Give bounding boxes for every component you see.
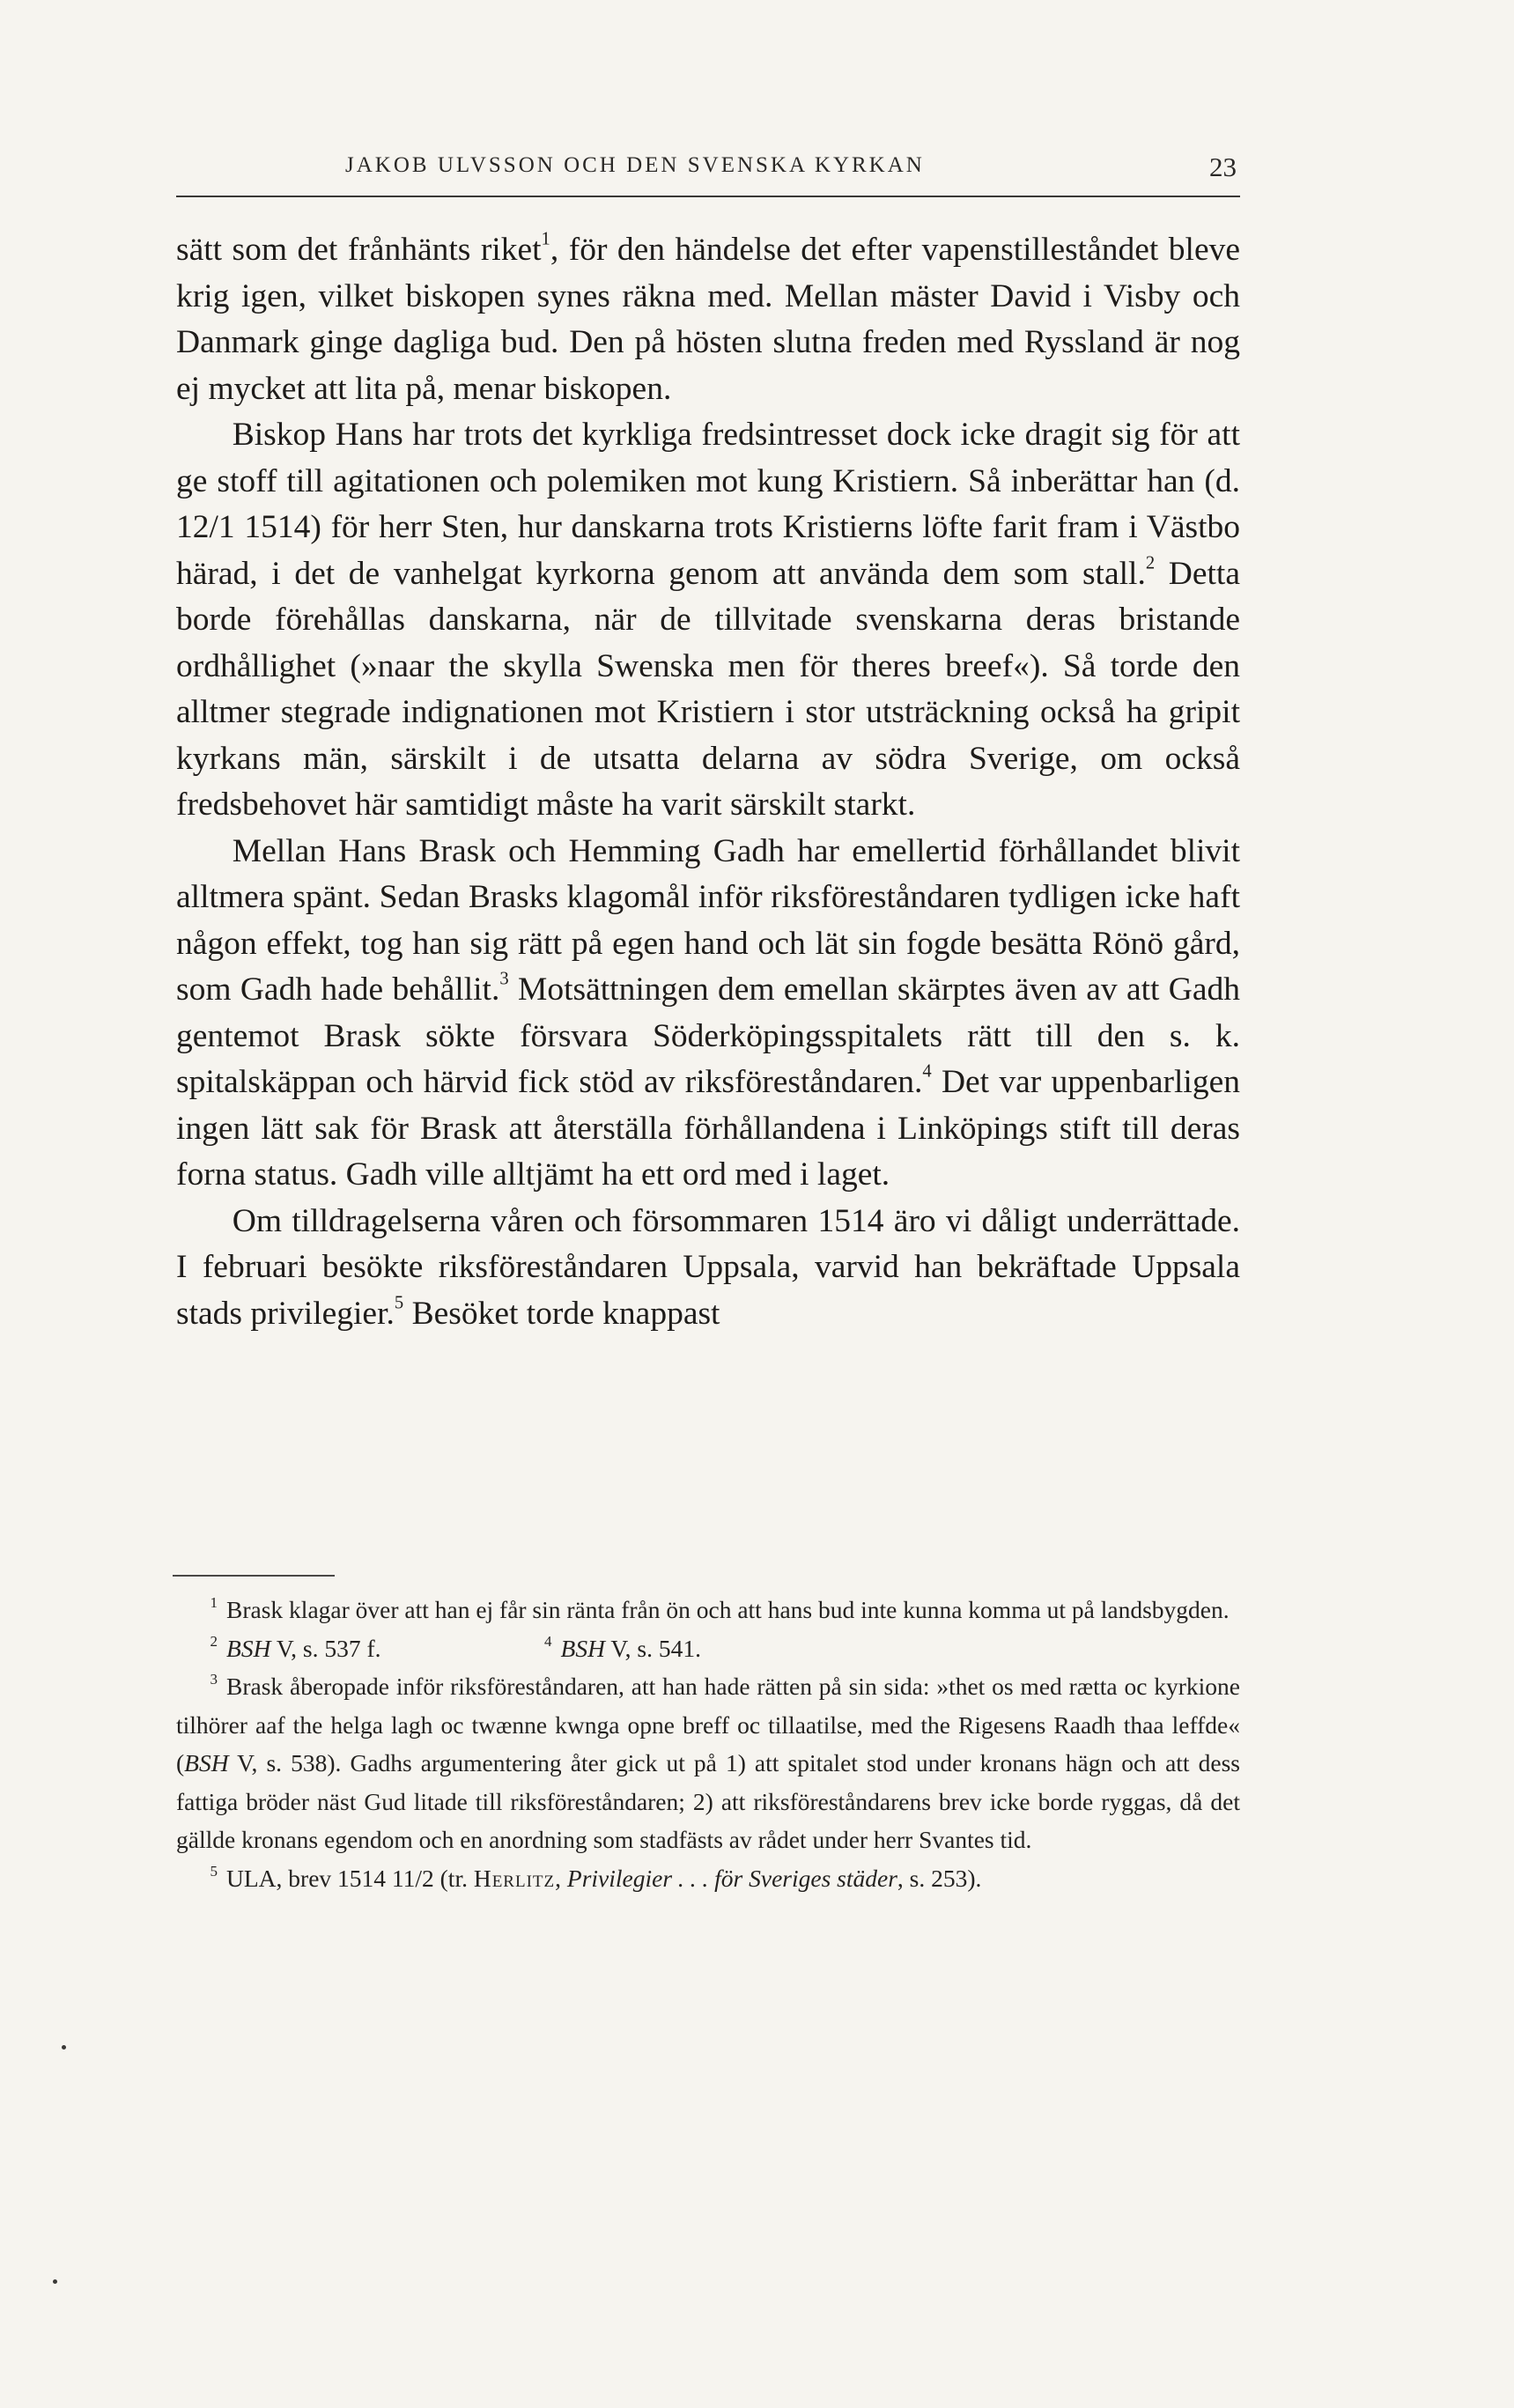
- text-run: Detta borde förehållas danskarna, när de tillvitade svenskarna deras bristande ordhållighet (»naar the skylla Swenska men för theres breef«). Så torde den alltmer stegrade indignationen mot Kristiern i stor utsträckning också ha gripit kyrkans män, särskilt i de utsatta delarna av södra Sverige, om också fredsbehovet här samtidigt måste ha varit särskilt starkt.: [176, 555, 1240, 823]
- footnote-divider: [173, 1575, 335, 1577]
- footnotes: [176, 1591, 1240, 1897]
- page-number: 23: [1209, 151, 1237, 182]
- text-run: Om tilldragelserna våren och försommaren 1514 äro vi dåligt underrättade. I februari besökte riksföreståndaren Uppsala, varvid han bekräftade Uppsala stads privilegier.: [176, 1202, 1240, 1332]
- footnote-ref: 3: [499, 969, 509, 989]
- footnote-ref: 2: [1145, 552, 1156, 572]
- page-header: [176, 151, 1240, 197]
- footnote-number: 5: [210, 1862, 218, 1880]
- footnote-ref: 1: [541, 229, 550, 249]
- footnote-text: ULA, brev 1514 11/2 (tr.: [226, 1864, 474, 1892]
- paragraph-4: [176, 1199, 1240, 1338]
- running-title: JAKOB ULVSSON OCH DEN SVENSKA KYRKAN: [345, 153, 925, 177]
- text-run: , för den händelse det efter vapenstilleståndet bleve krig igen, vilket biskopen synes räkna med. Mellan mäster David i Visby och Danmark ginge dagliga bud. Den på hösten slutna freden med Ryssland är nog ej mycket att lita på, menar biskopen.: [176, 232, 1240, 407]
- author-name: Herlitz: [473, 1864, 556, 1892]
- footnote-1: [176, 1591, 1240, 1629]
- footnote-text: , s. 253).: [897, 1864, 982, 1892]
- footnote-number: 3: [210, 1671, 218, 1688]
- footnote-text: Brask åberopade inför riksföreståndaren, att han hade rätten på sin sida: »thet os med rætta oc kyrkione tilhörer aaf the helga lagh oc twænne kwnga opne breff oc tillaatilse, med the Rigesens Raadh thaa leffde« (: [176, 1673, 1240, 1776]
- footnote-text: V, s. 537 f.: [270, 1634, 381, 1662]
- footnote-number: 1: [210, 1594, 218, 1612]
- footnote-row-2-4: [176, 1629, 1240, 1668]
- footnote-text: Brask klagar över att han ej får sin ränta från ön och att hans bud inte kunna komma ut på landsbygden.: [226, 1596, 1230, 1623]
- footnote-ref: 4: [922, 1061, 932, 1082]
- text-run: Biskop Hans har trots det kyrkliga fredsintresset dock icke dragit sig för att ge stoff till agitationen och polemiken mot kung Kristiern. Så inberättar han (d. 12/1 1514) för herr Sten, hur danskarna trots Kristierns löfte farit fram i Västbo härad, i det de vanhelgat kyrkorna genom att använda dem som stall.: [176, 417, 1240, 592]
- source-abbrev: BSH: [184, 1749, 229, 1776]
- text-run: Mellan Hans Brask och Hemming Gadh har emellertid förhållandet blivit alltmera spänt. Sedan Brasks klagomål inför riksföreståndaren tydligen icke haft någon effekt, tog han sig rätt på egen hand och lät sin fogde besätta Rönö gård, som Gadh hade behållit.: [176, 832, 1240, 1008]
- text-run: Motsättningen dem emellan skärptes även av att Gadh gentemot Brask sökte försvara Söderköpingsspitalets rätt till den s. k. spitalskäppan och härvid fick stöd av riksföreståndaren.: [176, 971, 1240, 1100]
- footnote-text: V, s. 538). Gadhs argumentering åter gick ut på 1) att spitalet stod under kronans hägn och att dess fattiga bröder näst Gud litade till riksföreståndaren; 2) att riksföreståndarens brev icke borde ryggas, då det gällde kronans egendom och en anordning som stadfästs av rådet under herr Svantes tid.: [176, 1749, 1240, 1853]
- footnote-4: [544, 1629, 1240, 1668]
- footnote-text: V, s. 541.: [604, 1634, 701, 1662]
- paragraph-3: [176, 829, 1240, 1199]
- paper-speck: [53, 2279, 57, 2284]
- source-abbrev: BSH: [560, 1634, 605, 1662]
- footnote-number: 2: [210, 1632, 218, 1650]
- source-abbrev: BSH: [226, 1634, 271, 1662]
- footnote-number: 4: [544, 1632, 552, 1650]
- text-run: sätt som det frånhänts riket: [176, 232, 542, 268]
- paper-speck: [62, 2045, 66, 2050]
- work-title: Privilegier . . . för Sveriges städer: [566, 1864, 897, 1892]
- text-run: Det var uppenbarligen ingen lätt sak för Brask att återställa förhållandena i Linköpings stift till deras forna status. Gadh ville alltjämt ha ett ord med i laget.: [176, 1064, 1240, 1193]
- footnote-3: [176, 1667, 1240, 1859]
- main-text: [176, 227, 1240, 1337]
- footnote-2: [176, 1629, 544, 1668]
- paragraph-2: [176, 412, 1240, 829]
- footnote-ref: 5: [394, 1292, 404, 1312]
- paragraph-1: [176, 227, 1240, 412]
- footnote-5: [176, 1859, 1240, 1898]
- text-run: Besöket torde knappast: [403, 1295, 720, 1332]
- footnote-text: ,: [555, 1864, 567, 1892]
